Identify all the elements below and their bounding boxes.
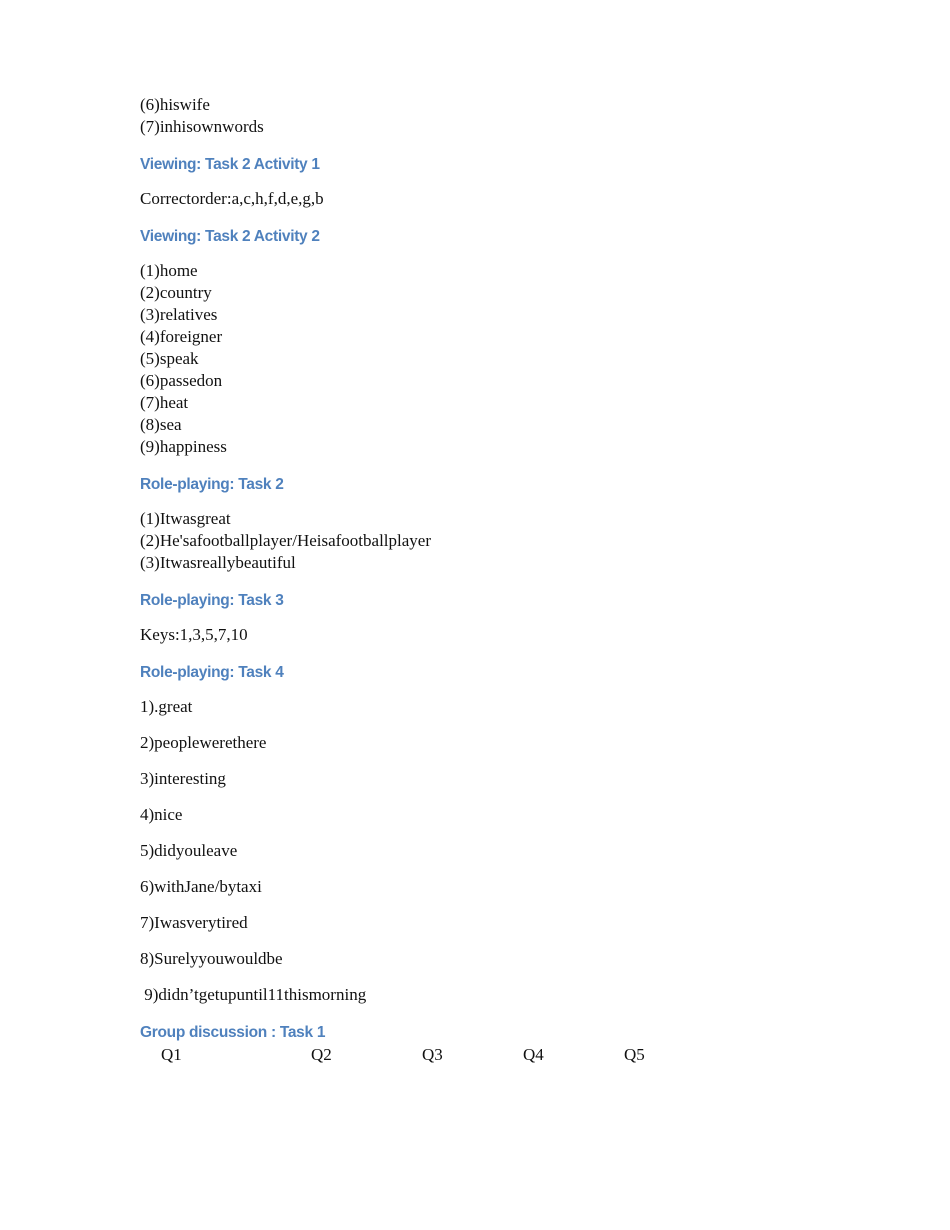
answer-line: 6)withJane/bytaxi [140, 877, 262, 896]
document-page [140, 94, 840, 1066]
answer-line: (6)passedon [140, 371, 223, 390]
answer-line: 8)Surelyyouwouldbe [140, 949, 283, 968]
question-label: Q1 [161, 1045, 182, 1064]
section-heading-viewing-task2-activity1: Viewing: Task 2 Activity 1 [140, 156, 320, 173]
question-label: Q3 [422, 1045, 443, 1064]
answer-line: (1)Itwasgreat [140, 509, 231, 528]
answer-line: 3)interesting [140, 769, 226, 788]
question-label: Q2 [311, 1045, 332, 1064]
answer-line: (4)foreigner [140, 327, 223, 346]
answer-line: 1).great [140, 697, 193, 716]
answer-line: Correctorder:a,c,h,f,d,e,g,b [140, 189, 324, 208]
answer-line: (1)home [140, 261, 198, 280]
section-heading-role-playing-task3: Role-playing: Task 3 [140, 592, 284, 609]
answer-line: (2)He'safootballplayer/Heisafootballplayer [140, 531, 432, 550]
answer-line: (7)heat [140, 393, 189, 412]
answer-line: Keys:1,3,5,7,10 [140, 625, 248, 644]
section-heading-group-discussion-task1: Group discussion : Task 1 [140, 1024, 326, 1041]
answer-line: (6)hiswife [140, 95, 210, 114]
answer-line: 4)nice [140, 805, 183, 824]
section-heading-role-playing-task2: Role-playing: Task 2 [140, 476, 284, 493]
answer-line: 9)didn’tgetupuntil11thismorning [140, 985, 367, 1004]
answer-line: (2)country [140, 283, 212, 302]
answer-line: (9)happiness [140, 437, 227, 456]
answer-line: (7)inhisownwords [140, 117, 264, 136]
answer-line: 2)peoplewerethere [140, 733, 267, 752]
answer-line: (3)Itwasreallybeautiful [140, 553, 296, 572]
question-label: Q5 [624, 1045, 645, 1064]
question-label: Q4 [523, 1045, 544, 1064]
answer-line: (5)speak [140, 349, 199, 368]
answer-line: 5)didyouleave [140, 841, 238, 860]
question-header-row [140, 1044, 840, 1066]
section-heading-role-playing-task4: Role-playing: Task 4 [140, 664, 284, 681]
answer-line: 7)Iwasverytired [140, 913, 248, 932]
section-heading-viewing-task2-activity2: Viewing: Task 2 Activity 2 [140, 228, 320, 245]
answer-line: (3)relatives [140, 305, 218, 324]
answer-line: (8)sea [140, 415, 182, 434]
